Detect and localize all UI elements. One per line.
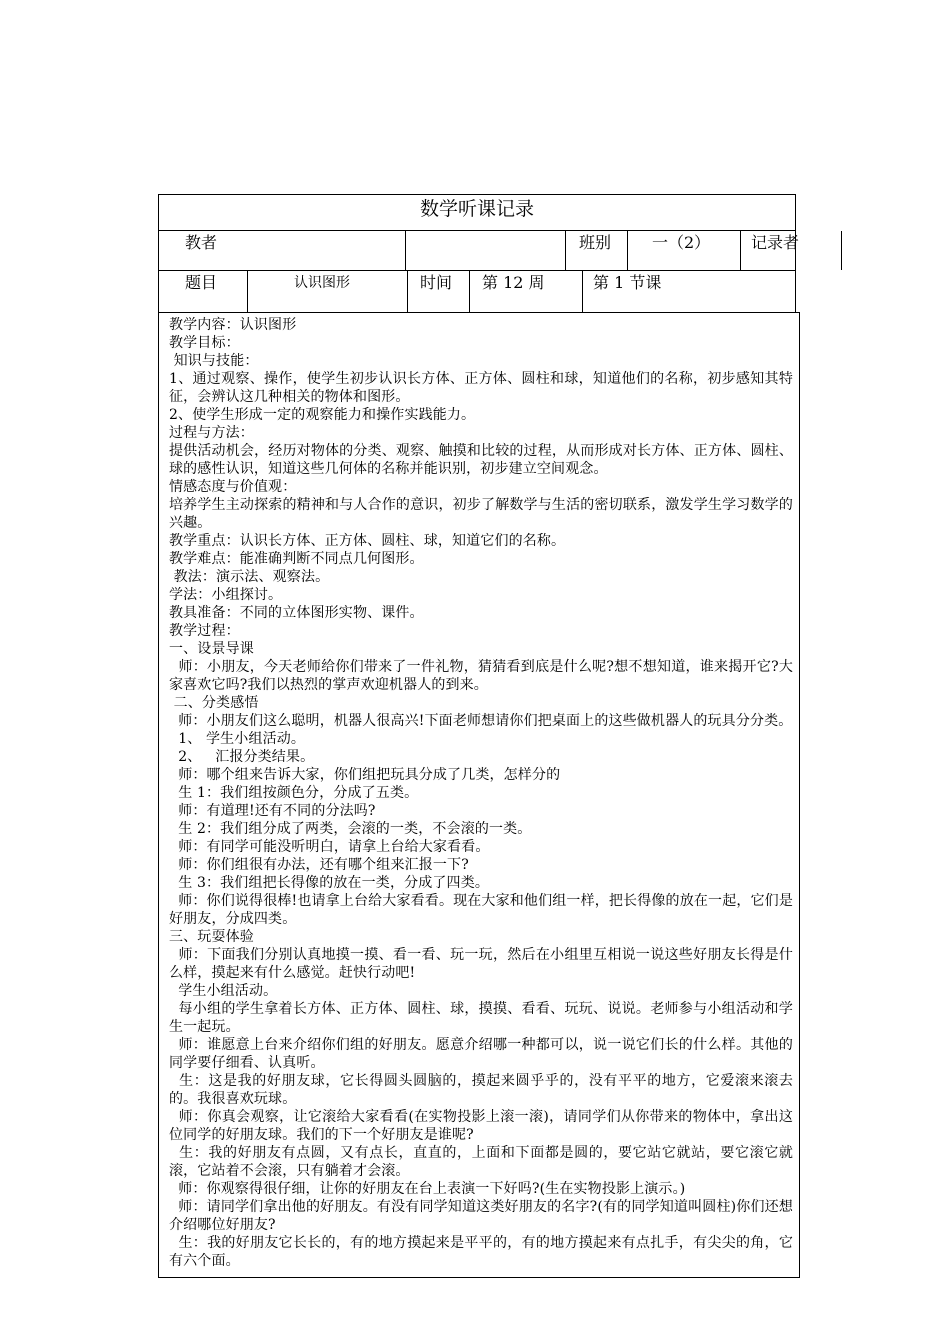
- teacher-value: [405, 231, 565, 270]
- content-line: 1、通过观察、操作，使学生初步认识长方体、正方体、圆柱和球，知道他们的名称，初步感知其特征，会辨认这几种相关的物体和图形。: [169, 371, 793, 405]
- recorder-label: 记录者: [740, 231, 841, 270]
- content-line: 情感态度与价值观：: [169, 479, 297, 495]
- content-line: 教法：演示法、观察法。: [169, 569, 330, 585]
- content-line: 过程与方法：: [169, 425, 254, 441]
- content-line: 三、玩耍体验: [169, 929, 254, 945]
- content-line: 师：小朋友，今天老师给你们带来了一件礼物，猜猜看到底是什么呢?想不想知道，谁来揭开它?大家喜欢它吗?我们以热烈的掌声欢迎机器人的到来。: [169, 659, 794, 693]
- content-line: 师：你们组很有办法，还有哪个组来汇报一下?: [169, 857, 469, 873]
- content-line: 每小组的学生拿着长方体、正方体、圆柱、球，摸摸、看看、玩玩、说说。老师参与小组活动和学生一起玩。: [169, 1001, 794, 1035]
- content-line: 二、分类感悟: [169, 695, 259, 711]
- content-line: 1、 学生小组活动。: [169, 731, 306, 747]
- content-line: 师：你观察得很仔细，让你的好朋友在台上表演一下好吗?(生在实物投影上演示。): [169, 1181, 686, 1197]
- content-line: 2、 汇报分类结果。: [169, 749, 315, 765]
- content-line: 教学难点：能准确判断不同点几何图形。: [169, 551, 424, 567]
- lesson-content-box: [158, 312, 800, 1278]
- content-line: 生 1：我们组按颜色分，分成了五类。: [169, 785, 419, 801]
- content-line: 师：你真会观察，让它滚给大家看看(在实物投影上滚一滚)，请同学们从你带来的物体中，拿出这位同学的好朋友球。我们的下一个好朋友是谁呢?: [169, 1109, 793, 1143]
- content-line: 生：我的好朋友它长长的，有的地方摸起来是平平的，有的地方摸起来有点扎手，有尖尖的角，它有六个面。: [169, 1235, 794, 1269]
- class-value: 一（2）: [627, 231, 740, 270]
- teacher-label: 教者: [185, 233, 218, 252]
- content-line: 知识与技能：: [169, 353, 259, 369]
- content-line: 提供活动机会，经历对物体的分类、观察、触摸和比较的过程，从而形成对长方体、正方体、圆柱、球的感性认识，知道这些几何体的名称并能识别，初步建立空间观念。: [169, 443, 793, 477]
- content-line: 教学过程：: [169, 623, 240, 639]
- content-line: 生 3：我们组把长得像的放在一类，分成了四类。: [169, 875, 490, 891]
- topic-value: 认识图形: [247, 271, 407, 313]
- topic-label: 题目: [185, 273, 218, 292]
- header-row-1: [159, 231, 800, 271]
- header-row-2: [159, 271, 795, 313]
- content-line: 2、使学生形成一定的观察能力和操作实践能力。: [169, 407, 476, 423]
- content-line: 学法：小组探讨。: [169, 587, 283, 603]
- content-line: 一、设景导课: [169, 641, 254, 657]
- content-line: 生 2：我们组分成了两类，会滚的一类，不会滚的一类。: [169, 821, 532, 837]
- document-title: 数学听课记录: [159, 195, 795, 231]
- time-label: 时间: [407, 271, 469, 313]
- content-line: 师：下面我们分别认真地摸一摸、看一看、玩一玩，然后在小组里互相说一说这些好朋友长得是什么样，摸起来有什么感觉。赶快行动吧!: [169, 947, 794, 981]
- content-line: 师：哪个组来告诉大家，你们组把玩具分成了几类，怎样分的: [169, 767, 561, 783]
- content-line: 教学重点：认识长方体、正方体、圆柱、球，知道它们的名称。: [169, 533, 566, 549]
- content-line: 师：有同学可能没听明白，请拿上台给大家看看。: [169, 839, 490, 855]
- week-value: 第 12 周: [469, 271, 582, 313]
- content-line: 教学内容：认识图形: [169, 317, 297, 333]
- content-line: 生：我的好朋友有点圆，又有点长，直直的，上面和下面都是圆的，要它站它就站，要它滚它就滚，它站着不会滚，只有躺着才会滚。: [169, 1145, 793, 1179]
- lesson-value: 第 1 节课: [582, 271, 795, 313]
- class-label: 班别: [565, 231, 627, 270]
- content-line: 学生小组活动。: [169, 983, 278, 999]
- lesson-record-header-table: [158, 194, 800, 313]
- content-line: 师：小朋友们这么聪明，机器人很高兴!下面老师想请你们把桌面上的这些做机器人的玩具分分类。: [169, 713, 793, 729]
- content-line: 师：有道理!还有不同的分法吗?: [169, 803, 376, 819]
- content-line: 师：谁愿意上台来介绍你们组的好朋友。愿意介绍哪一种都可以，说一说它们长的什么样。其他的同学要仔细看、认真听。: [169, 1037, 794, 1071]
- recorder-value: [841, 231, 950, 270]
- content-line: 教具准备：不同的立体图形实物、课件。: [169, 605, 424, 621]
- content-line: 教学目标：: [169, 335, 240, 351]
- content-line: 培养学生主动探索的精神和与人合作的意识，初步了解数学与生活的密切联系，激发学生学习数学的兴趣。: [169, 497, 793, 531]
- content-line: 生：这是我的好朋友球，它长得圆头圆脑的，摸起来圆乎乎的，没有平平的地方，它爱滚来滚去的。我很喜欢玩球。: [169, 1073, 793, 1107]
- content-line: 师：请同学们拿出他的好朋友。有没有同学知道这类好朋友的名字?(有的同学知道叫圆柱)你们还想介绍哪位好朋友?: [169, 1199, 793, 1233]
- content-line: 师：你们说得很棒!也请拿上台给大家看看。现在大家和他们组一样，把长得像的放在一起，它们是好朋友，分成四类。: [169, 893, 793, 927]
